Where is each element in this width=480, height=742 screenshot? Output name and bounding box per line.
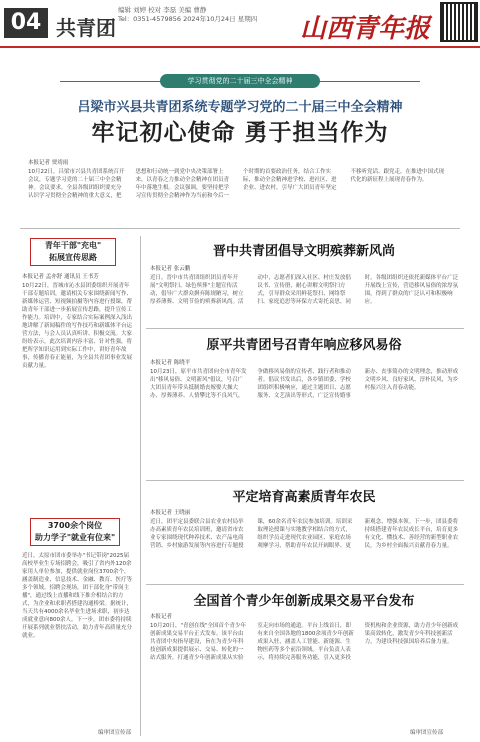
story2-byline: 本报记者 陈晓平 xyxy=(150,360,191,366)
footer-left: 编审团宣传部 xyxy=(98,730,132,736)
header-rule xyxy=(0,46,480,48)
story3-byline: 本报记者 王晓丽 xyxy=(150,510,191,516)
page-header xyxy=(0,0,480,46)
story1-byline: 本报记者 张云鹏 xyxy=(150,266,191,272)
date-line: Tel：0351-4579856 2024年10月24日 星期四 xyxy=(118,15,258,23)
story4-body: 10月20日，"青创在线"全国首个青少年创新成果交易平台正式发布。该平台由共青团中央指导建设，旨在为青少年科技创新成果提供展示、交易、转化的一站式服务，打通青少年创新成果从实验室走向市场的通道。平台上线首日，即有来自全国各地的1800余项青少年创新成果入驻，涵盖人工智能、新能源、生物医药等多个前沿领域。平台负责人表示，将持续完善服务功能，引入更多投资机构和企业资源，助力青少年创新成果高效转化，激发青少年科技创新活力，为建设科技强国培养后备力量。 xyxy=(150,623,459,661)
footer-right: 编审团宣传部 xyxy=(410,730,444,736)
box-title-jobs: 3700余个岗位 助力学子"就业有位来" xyxy=(30,518,120,546)
lead-body: 10月22日，吕梁市兴县共青团系统召开会议，专题学习党的二十届三中全会精神。会议要求，全县各级团组织要充分认识学习贯彻全会精神的重大意义，把思想和行动统一到党中央决策部署上来，以青春之力推动全会精神在团员青年中落地生根。会议强调，要坚持把学习宣传贯彻全会精神作为当前和今后一个时期的首要政治任务，结合工作实际，推动全会精神进学校、进社区、进企业、进农村，引导广大团员青年坚定不移听党话、跟党走，在推进中国式现代化的新征程上展现青春作为。 xyxy=(28,169,445,199)
story1-title: 晋中共青团倡导文明殡葬新风尚 xyxy=(212,244,395,259)
story3-divider xyxy=(146,584,464,585)
lead-subtitle: 吕梁市兴县共青团系统专题学习党的二十届三中全会精神 xyxy=(77,100,403,115)
column-divider xyxy=(140,236,141,736)
jobs-body: 近日，太原市团市委举办"书记带岗"2025届高校毕业生专场招聘会，吸引了省内外120余家用人单位参加，提供就业岗位3700余个，涵盖制造业、信息技术、金融、教育、医疗等多个领域。招聘会现场，团干部化身"带岗主播"，通过线上直播和线下推介相结合的方式，为企业和求职者搭建沟通桥梁。据统计，当天共有4000余名毕业生进场求职，初步达成就业意向800余人。下一步，团市委将持续开展系列就业帮扶活动，助力青年高质量充分就业。 xyxy=(22,553,133,639)
lead-byline: 本报记者 贾靖雨 xyxy=(28,160,69,166)
story1-divider xyxy=(146,328,464,329)
story4-byline: 本报记者 xyxy=(150,614,173,620)
newspaper-logo: 山西青年报 xyxy=(300,14,431,44)
story3-title: 平定培育高素质青年农民 xyxy=(232,490,376,505)
story2-body: 10月23日，原平市共青团向全市青年发出"移风易俗、文明新风"倡议，号召广大团员青年带头抵制婚丧嫁娶大操大办、厚葬薄养、人情攀比等不良风气，争做移风易俗的宣传者、践行者和推动者。倡议书发出后，各乡镇团委、学校团组织积极响应，通过主题团日、志愿服务、文艺演出等形式，广泛宣传婚事新办、丧事简办的文明理念，推动形成文明乡风、良好家风、淳朴民风，为乡村振兴注入青春动能。 xyxy=(150,369,459,399)
training-body: 10月22日，晋城市沁水县团委组织开展青年干部专题培训，邀请相关专家围绕新闻写作、新媒体运营、短视频拍摄等内容进行授课，帮助青年干部进一步拓展宣传思路，提升宣传工作能力。培训中，专家结合实际案例深入浅出地讲解了新闻稿件的写作技巧和新媒体平台运营方法，与会人员认真听讲、积极交流。大家纷纷表示，此次培训内容丰富、针对性强，将把所学知识运用到实际工作中，讲好青年故事，传播青春正能量，为全县共青团事业发展贡献力量。 xyxy=(22,283,133,369)
header-meta xyxy=(118,6,257,24)
box-title-training: 青年干部"充电" 拓展宣传思路 xyxy=(30,238,116,266)
qr-code-icon xyxy=(440,2,478,42)
story3-body: 近日，团平定县委联合县农业农村局举办高素质青年农民培训班，邀请省市农业专家围绕现代种养技术、农产品电商营销、乡村旅游发展等内容进行专题授课，60余名青年农民参加培训。培训采取理论授课与实地教学相结合的方式，组织学员走进现代农业园区、家庭农场观摩学习，帮助青年农民开阔眼界、更新观念、增强本领。下一步，团县委将持续搭建青年农民成长平台，培育更多有文化、懂技术、善经营的新型职业农民，为乡村全面振兴贡献青春力量。 xyxy=(150,519,459,549)
story2-title: 原平共青团号召青年响应移风易俗 xyxy=(206,338,402,353)
lead-title: 牢记初心使命 勇于担当作为 xyxy=(91,120,389,146)
story4-title: 全国首个青少年创新成果交易平台发布 xyxy=(193,594,415,609)
story2-divider xyxy=(146,480,464,481)
lead-divider xyxy=(20,228,460,229)
editor-line: 编辑 刘婷 校对 李磊 美编 曹静 xyxy=(118,6,207,14)
page-number: 04 xyxy=(4,8,48,38)
training-byline: 本报记者 孟亦舒 通讯员 王书芳 xyxy=(22,274,99,280)
story1-body: 近日，晋中市共青团组织团员青年开展"文明祭扫、绿色殡葬"主题宣传活动，倡导广大群众摒弃陈规陋习，树立厚养薄葬、文明节俭的殡葬新风尚。活动中，志愿者们深入社区、村庄发放倡议书、宣传册，耐心讲解文明祭扫方式，引导群众采用鲜花祭扫、网络祭扫、家庭追思等环保方式寄托哀思。同时，各级团组织还依托新媒体平台广泛开展线上宣传，营造移风易俗的浓厚氛围，得到了群众的广泛认可和积极响应。 xyxy=(150,275,459,305)
topic-banner: 学习贯彻党的二十届三中全会精神 xyxy=(160,74,320,88)
section-title: 共青团 xyxy=(56,16,116,40)
